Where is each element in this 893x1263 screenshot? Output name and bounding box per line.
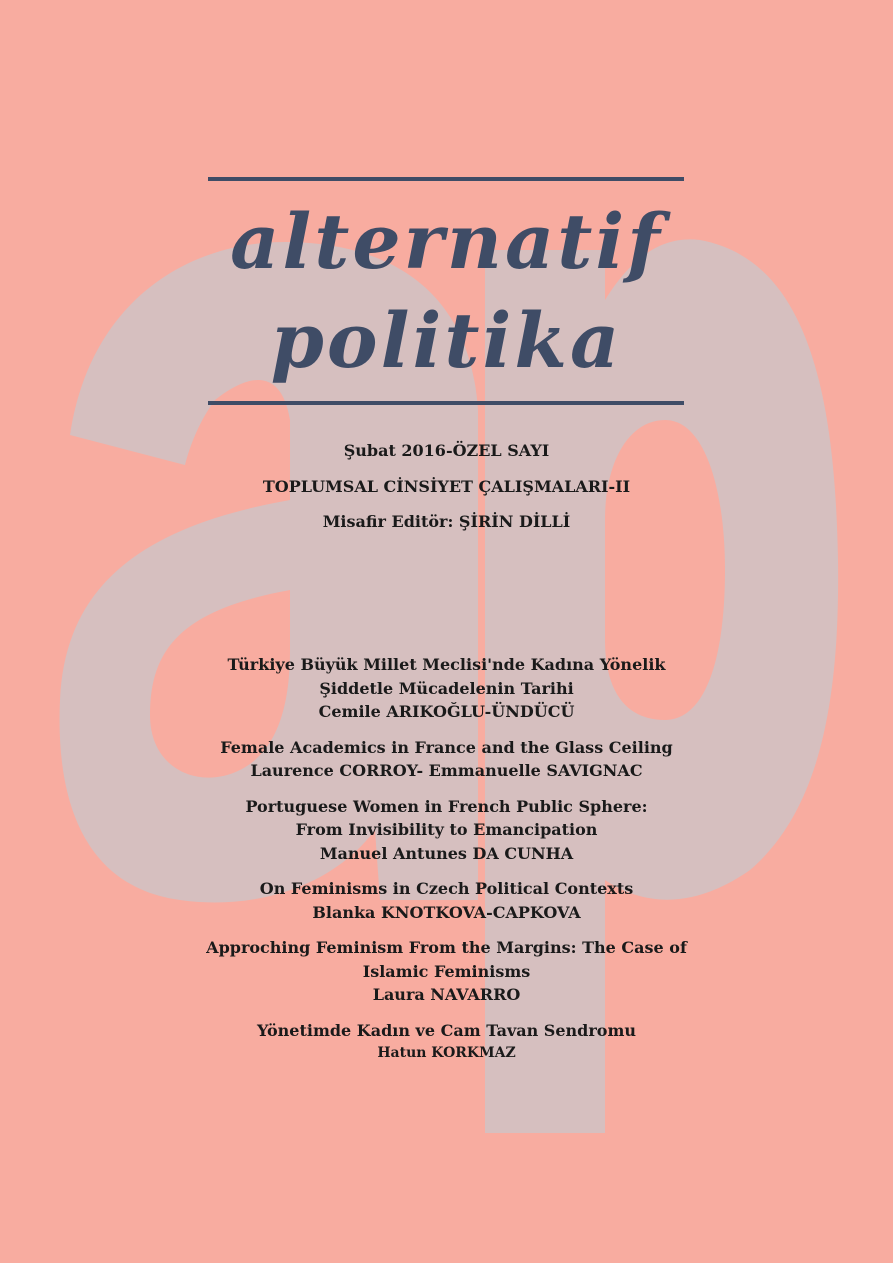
article-title: Türkiye Büyük Millet Meclisi'nde Kadına Yönelik	[227, 655, 666, 674]
article-entry	[150, 936, 743, 1007]
article-title: From Invisibility to Emancipation	[295, 820, 598, 839]
article-entry	[150, 1019, 743, 1066]
article-entry	[150, 877, 743, 924]
guest-editor: Misafir Editör: ŞİRİN DİLLİ	[322, 512, 571, 531]
article-entry	[150, 736, 743, 783]
table-of-contents	[150, 653, 743, 1078]
article-author: Blanka KNOTKOVA-CAPKOVA	[312, 902, 581, 922]
article-entry	[150, 653, 743, 724]
article-author: Laura NAVARRO	[372, 985, 521, 1004]
article-title: Approching Feminism From the Margins: The Case of	[206, 938, 687, 957]
article-entry	[150, 795, 743, 866]
article-author: Laurence CORROY- Emmanuelle SAVIGNAC	[250, 761, 643, 780]
article-title: Yönetimde Kadın ve Cam Tavan Sendromu	[256, 1020, 637, 1040]
top-rule	[208, 177, 684, 181]
journal-title-line-2: politika	[270, 296, 623, 385]
journal-title-line-1: alternatif	[230, 197, 663, 286]
article-author: Manuel Antunes DA CUNHA	[319, 843, 574, 863]
article-title: Portuguese Women in French Public Sphere:	[245, 796, 648, 816]
issue-theme: TOPLUMSAL CİNSİYET ÇALIŞMALARI-II	[262, 477, 631, 496]
article-title: On Feminisms in Czech Political Contexts	[259, 879, 634, 898]
issue-date: Şubat 2016-ÖZEL SAYI	[343, 441, 550, 460]
article-title: Şiddetle Mücadelenin Tarihi	[319, 678, 574, 698]
article-author: Hatun KORKMAZ	[377, 1045, 516, 1061]
article-title: Islamic Feminisms	[362, 961, 531, 981]
bottom-rule	[208, 401, 684, 405]
article-author: Cemile ARIKOĞLU-ÜNDÜCÜ	[318, 702, 575, 721]
article-title: Female Academics in France and the Glass Ceiling	[220, 737, 673, 757]
